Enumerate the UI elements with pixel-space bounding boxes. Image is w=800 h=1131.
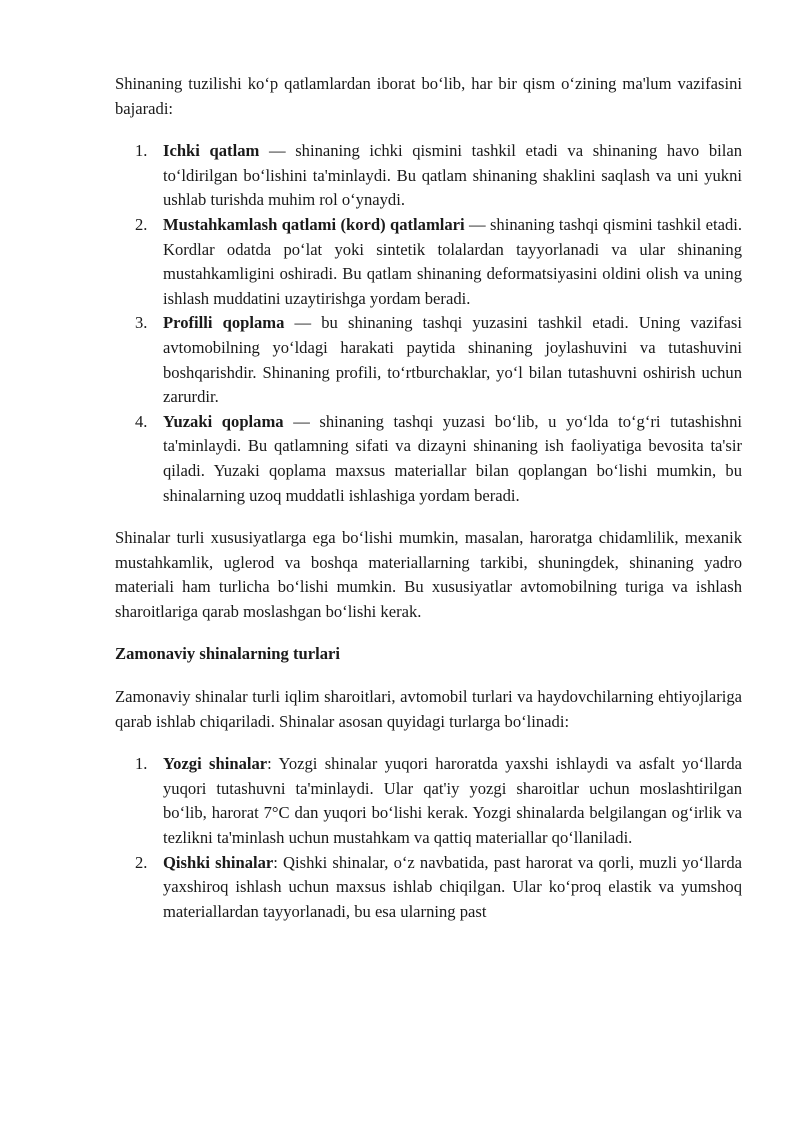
list-item bbox=[115, 213, 742, 311]
list-number: 2. bbox=[135, 214, 148, 234]
list-number: 1. bbox=[135, 754, 148, 774]
list-number: 4. bbox=[135, 411, 148, 431]
list-item bbox=[115, 139, 742, 213]
properties-paragraph: Shinalar turli xususiyatlarga ega bo‘lishi mumkin, masalan, haroratga chidamlilik, mexanik mustahkamlik, uglerod va boshqa materiallarning tarkibi, shuningdek, shinaning yadro materiali ham turlicha bo‘lishi mumkin. Bu xususiyatlar avtomobilning turiga va ishlash sharoitlariga qarab moslashgan bo‘lishi kerak. bbox=[115, 528, 742, 621]
list-number: 1. bbox=[135, 141, 148, 161]
list-term: Yuzaki qoplama bbox=[163, 411, 284, 431]
list-number: 3. bbox=[135, 313, 148, 333]
list-term: Profilli qoplama bbox=[163, 313, 285, 333]
list-text: — shinaning tashqi yuzasi bo‘lib, u yo‘lda to‘g‘ri tutashishni ta'minlaydi. Bu qatlamning sifati va dizayni shinaning ish faoliyatiga bevosita ta'sir qiladi. Yuzaki qoplama maxsus materiallar bilan qoplangan bo‘lishi mumkin, bu shinalarning uzoq muddatli ishlashiga yordam beradi. bbox=[163, 411, 743, 505]
list-term: Qishki shinalar bbox=[163, 852, 274, 872]
list-text: — shinaning ichki qismini tashkil etadi va shinaning havo bilan to‘ldirilgan bo‘lishini ta'minlaydi. Bu qatlam shinaning shaklini saqlash va uni yukni ushlab turishda muhim rol o‘ynaydi. bbox=[163, 141, 742, 210]
list-text: : Yozgi shinalar yuqori haroratda yaxshi ishlaydi va asfalt yo‘llarda yuqori tutashuvni ta'minlaydi. Ular qat'iy yozgi sharoitlar uchun moslashtirilgan bo‘lib, harorat 7°C dan yuqori bo‘lishi kerak. Yozgi shinalarda belgilangan og‘irlik va tezlikni ta'minlash uchun mustahkam va qattiq materiallar qo‘llaniladi. bbox=[163, 754, 742, 848]
list-term: Ichki qatlam bbox=[163, 141, 260, 161]
tire-layers-list bbox=[115, 139, 742, 508]
intro-paragraph: Shinaning tuzilishi ko‘p qatlamlardan iborat bo‘lib, har bir qism o‘zining ma'lum vazifasini bajaradi: bbox=[115, 74, 742, 118]
list-item bbox=[115, 752, 742, 850]
list-text: — bu shinaning tashqi yuzasini tashkil etadi. Uning vazifasi avtomobilning yo‘ldagi harakati paytida shinaning joylashuvini va tutashuvini boshqarishdir. Shinaning profili, to‘rtburchaklar, yo‘l bilan tutashuvni oshirish uchun zarurdir. bbox=[163, 313, 742, 407]
list-term: Yozgi shinalar bbox=[163, 754, 268, 774]
list-text: — shinaning tashqi qismini tashkil etadi. Kordlar odatda po‘lat yoki sintetik tolalardan tayyorlanadi va ular shinaning mustahkamligini oshiradi. Bu qatlam shinaning deformatsiyasini oldini olish va uning ishlash muddatini uzaytirishga yordam beradi. bbox=[163, 214, 742, 308]
list-item bbox=[115, 311, 742, 409]
list-item bbox=[115, 851, 742, 925]
section-heading: Zamonaviy shinalarning turlari bbox=[115, 644, 340, 664]
list-term: Mustahkamlash qatlami (kord) qatlamlari bbox=[163, 214, 465, 234]
types-intro-paragraph: Zamonaviy shinalar turli iqlim sharoitlari, avtomobil turlari va haydovchilarning ehtiyojlariga qarab ishlab chiqariladi. Shinalar asosan quyidagi turlarga bo‘linadi: bbox=[115, 687, 742, 731]
list-item bbox=[115, 410, 742, 508]
list-text: : Qishki shinalar, o‘z navbatida, past harorat va qorli, muzli yo‘llarda yaxshiroq ishlash uchun maxsus ishlab chiqilgan. Ular ko‘proq elastik va yumshoq materiallardan tayyorlanadi, bu esa ularning past bbox=[163, 852, 742, 921]
document-page bbox=[115, 72, 742, 924]
tire-types-list bbox=[115, 752, 742, 924]
list-number: 2. bbox=[135, 852, 148, 872]
